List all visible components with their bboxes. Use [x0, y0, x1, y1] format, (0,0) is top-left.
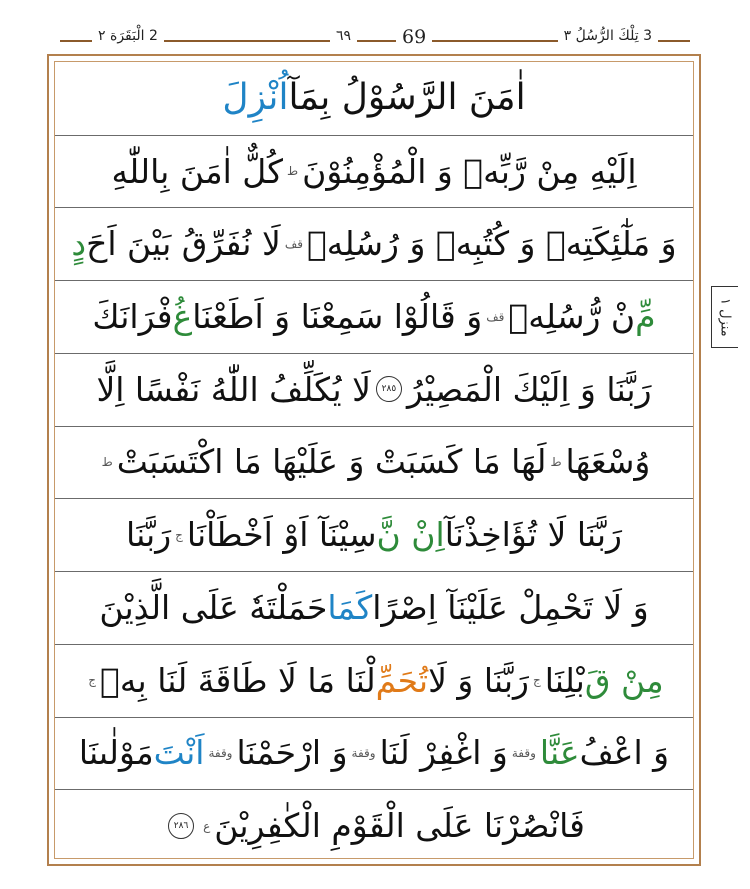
- verse-text: لَا نُفَرِّقُ بَيْنَ اَحَ: [86, 224, 281, 264]
- verse-line: [55, 280, 693, 354]
- ayah-number-marker: ٢٨٥: [376, 376, 402, 402]
- verse-text: رَبَّنَا لَا تُؤَاخِذْنَآ: [444, 515, 622, 555]
- verse-text: نْ رُّسُلِهٖ: [508, 297, 636, 337]
- ayah-number-marker: ٢٨٦: [168, 813, 194, 839]
- verse-text: كَمَا: [327, 587, 373, 627]
- verse-text: غُ: [172, 297, 193, 337]
- verse-line: [55, 717, 693, 791]
- verse-text: وَ مَلٰٓئِكَتِهٖ وَ كُتُبِهٖ وَ رُسُلِهٖ: [306, 224, 677, 264]
- verse-text: سِيْنَآ اَوْ اَخْطَاْنَا: [186, 515, 377, 555]
- waqf-marker: ج: [88, 673, 97, 688]
- verse-text: كُلٌّ اٰمَنَ بِاللّٰهِ: [111, 151, 283, 191]
- verse-line: [55, 644, 693, 718]
- waqf-marker: ط: [101, 454, 113, 469]
- verse-text: مِنْ قَ: [584, 660, 664, 700]
- waqf-marker: ج: [532, 673, 541, 688]
- page-number: 69: [396, 26, 432, 48]
- verse-text: اٰمَنَ الرَّسُوْلُ بِمَآ: [288, 77, 526, 119]
- surah-name: 2 الْبَقَرَة ٢: [92, 28, 164, 44]
- page-frame: [47, 54, 701, 866]
- verse-line: [55, 498, 693, 572]
- verse-text: فْرَانَكَ: [92, 297, 173, 337]
- verse-line: [55, 789, 693, 862]
- verse-text: اِلَيْهِ مِنْ رَّبِّهٖ وَ الْمُؤْمِنُوْنَ: [302, 151, 637, 191]
- waqf-marker: وقفة: [351, 745, 376, 760]
- waqf-marker: وقفة: [208, 745, 233, 760]
- verse-text: وَ اغْفِرْ لَنَا: [379, 733, 508, 773]
- verse-text: بْلِنَا: [544, 660, 585, 700]
- waqf-marker: قف: [486, 309, 505, 324]
- text-area: [54, 61, 694, 859]
- verse-text: وَ اعْفُ: [579, 733, 670, 773]
- verse-text: لَهَا مَا كَسَبَتْ وَ عَلَيْهَا مَا اكْتَسَبَتْ: [116, 442, 547, 482]
- verse-text: رَبَّنَا وَ لَا: [428, 660, 529, 700]
- verse-text: وَ ارْحَمْنَا: [236, 733, 348, 773]
- manzil-tab: منزل ١: [711, 286, 738, 348]
- verse-text: رَبَّنَا: [126, 515, 172, 555]
- verse-text: اُنْزِلَ: [222, 77, 289, 119]
- waqf-marker: ط: [287, 164, 299, 179]
- waqf-marker: ع: [203, 818, 211, 833]
- verse-text: وَ قَالُوْا سَمِعْنَا وَ اَطَعْنَا: [192, 297, 483, 337]
- verse-text: حَمَلْتَهٗ عَلَى الَّذِيْنَ: [99, 587, 328, 627]
- waqf-marker: قف: [284, 236, 303, 251]
- waqf-marker: ج: [175, 527, 183, 542]
- verse-line: [55, 62, 693, 136]
- verse-line: [55, 353, 693, 427]
- verse-text: تُحَمِّ: [375, 660, 429, 700]
- verse-line: [55, 426, 693, 500]
- verse-line: [55, 207, 693, 281]
- verse-line: [55, 135, 693, 209]
- verse-text: لْنَا مَا لَا طَاقَةَ لَنَا بِهٖ: [100, 660, 376, 700]
- verse-text: اِنْ نَّ: [376, 515, 445, 555]
- verse-text: دٍ: [71, 224, 87, 264]
- verse-text: رَبَّنَا وَ اِلَيْكَ الْمَصِيْرُ: [406, 369, 652, 409]
- verse-text: فَانْصُرْنَا عَلَى الْقَوْمِ الْكٰفِرِيْنَ: [214, 806, 585, 846]
- verse-text: لَا يُكَلِّفُ اللّٰهُ نَفْسًا اِلَّا: [96, 369, 371, 409]
- verse-text: اَنْتَ: [153, 733, 205, 773]
- verse-line: [55, 571, 693, 645]
- verse-text: وَ لَا تَحْمِلْ عَلَيْنَآ اِصْرًا: [372, 587, 649, 627]
- juz-name: 3 تِلْكَ الرُّسُلُ ٣: [558, 28, 658, 44]
- verse-text: عَنَّا: [539, 733, 580, 773]
- verse-text: مِّ: [635, 297, 656, 337]
- verse-text: مَوْلٰىنَا: [78, 733, 154, 773]
- page-number-arabic: ٦٩: [330, 28, 357, 44]
- verse-text: وُسْعَهَا: [565, 442, 651, 482]
- waqf-marker: ط: [550, 454, 562, 469]
- waqf-marker: وقفة: [511, 745, 536, 760]
